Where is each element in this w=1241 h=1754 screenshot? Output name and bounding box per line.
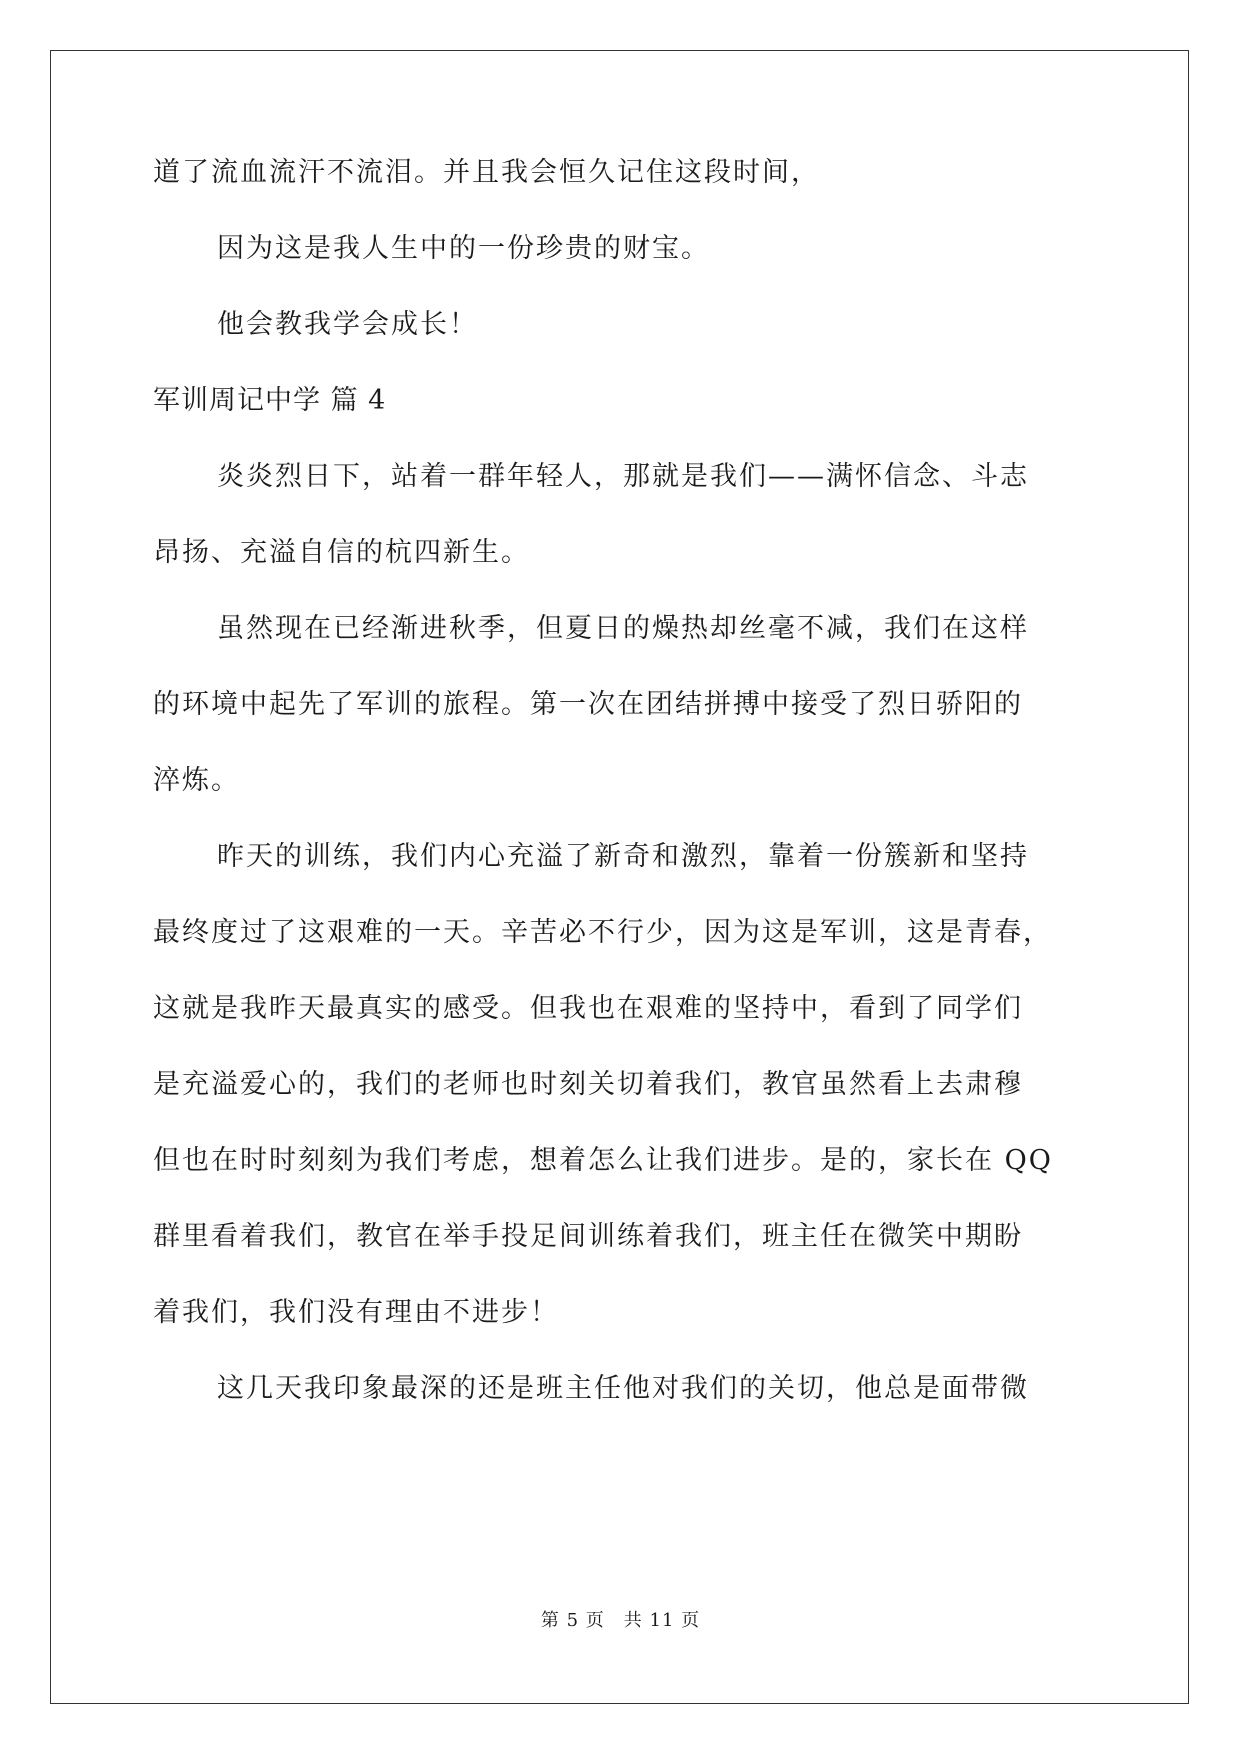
text-line: 他会教我学会成长！ bbox=[217, 309, 478, 340]
page-border bbox=[50, 50, 1189, 1704]
text-line: 最终度过了这艰难的一天。辛苦必不行少，因为这是军训，这是青春， bbox=[153, 917, 1052, 948]
text-line: 虽然现在已经渐进秋季，但夏日的燥热却丝毫不减，我们在这样 bbox=[217, 613, 1029, 644]
text-line: 昨天的训练，我们内心充溢了新奇和激烈，靠着一份簇新和坚持 bbox=[217, 841, 1029, 872]
text-line: 这就是我昨天最真实的感受。但我也在艰难的坚持中，看到了同学们 bbox=[153, 993, 1023, 1024]
text-line: 这几天我印象最深的还是班主任他对我们的关切，他总是面带微 bbox=[217, 1373, 1029, 1404]
text-line: 昂扬、充溢自信的杭四新生。 bbox=[153, 537, 530, 568]
text-line: 道了流血流汗不流泪。并且我会恒久记住这段时间， bbox=[153, 157, 820, 188]
section-heading: 军训周记中学 篇 4 bbox=[153, 385, 387, 416]
text-line: 炎炎烈日下，站着一群年轻人，那就是我们——满怀信念、斗志 bbox=[217, 461, 1029, 492]
text-line: 因为这是我人生中的一份珍贵的财宝。 bbox=[217, 233, 710, 264]
text-line: 群里看着我们，教官在举手投足间训练着我们，班主任在微笑中期盼 bbox=[153, 1221, 1023, 1252]
text-line: 是充溢爱心的，我们的老师也时刻关切着我们，教官虽然看上去肃穆 bbox=[153, 1069, 1023, 1100]
text-line: 的环境中起先了军训的旅程。第一次在团结拼搏中接受了烈日骄阳的 bbox=[153, 689, 1023, 720]
page-number: 第 5 页 共 11 页 bbox=[540, 1610, 701, 1631]
text-line: 淬炼。 bbox=[153, 765, 240, 796]
text-line: 但也在时时刻刻为我们考虑，想着怎么让我们进步。是的，家长在 QQ bbox=[153, 1145, 1053, 1176]
text-line: 着我们，我们没有理由不进步！ bbox=[153, 1297, 559, 1328]
